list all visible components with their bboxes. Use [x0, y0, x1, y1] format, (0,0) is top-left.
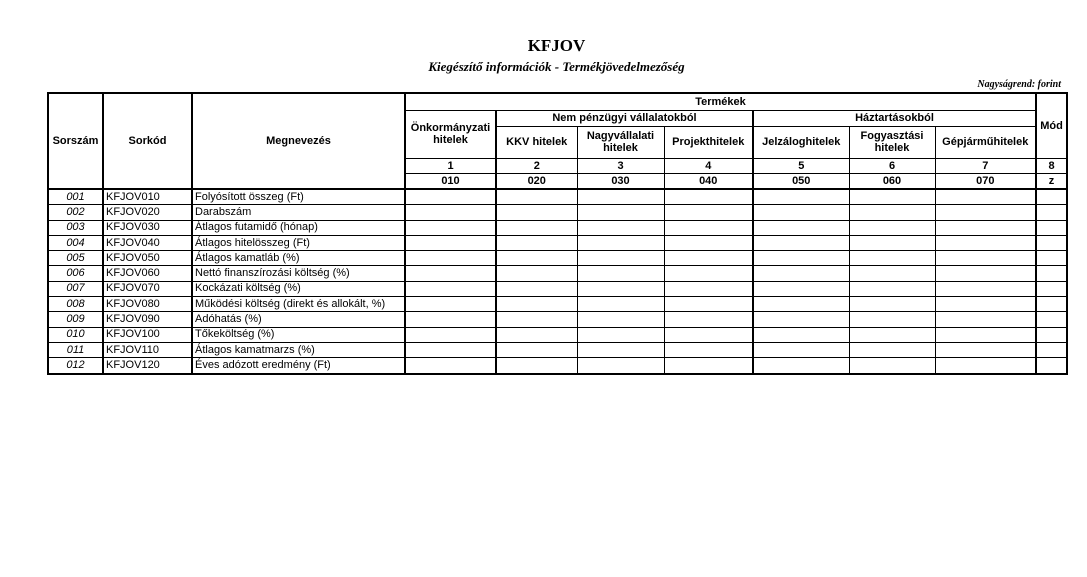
- data-cell[interactable]: [496, 220, 577, 235]
- row-name: Tőkeköltség (%): [192, 327, 405, 342]
- data-cell[interactable]: [496, 327, 577, 342]
- data-cell[interactable]: [664, 327, 753, 342]
- row-name: Nettó finanszírozási költség (%): [192, 266, 405, 281]
- data-cell[interactable]: [577, 251, 664, 266]
- row-name: Darabszám: [192, 205, 405, 220]
- col-header-product-5: Jelzáloghitelek: [753, 126, 849, 158]
- col-number-7: 7: [935, 158, 1036, 173]
- mod-cell[interactable]: [1036, 205, 1067, 220]
- data-cell[interactable]: [753, 327, 849, 342]
- row-number: 008: [48, 297, 103, 312]
- table-row: [48, 205, 1067, 220]
- data-cell[interactable]: [496, 266, 577, 281]
- row-number: 001: [48, 189, 103, 205]
- mod-cell[interactable]: [1036, 342, 1067, 357]
- col-number-3: 3: [577, 158, 664, 173]
- data-cell[interactable]: [664, 220, 753, 235]
- form-title: KFJOV: [527, 36, 586, 55]
- table-row: [48, 251, 1067, 266]
- col-code-2: 020: [496, 173, 577, 189]
- col-header-mod: Mód: [1036, 93, 1067, 158]
- data-cell[interactable]: [753, 189, 849, 205]
- col-code-5: 050: [753, 173, 849, 189]
- col-code-6: 060: [849, 173, 935, 189]
- row-name: Átlagos futamidő (hónap): [192, 220, 405, 235]
- data-cell[interactable]: [849, 312, 935, 327]
- data-cell[interactable]: [496, 251, 577, 266]
- data-cell[interactable]: [577, 235, 664, 250]
- data-cell[interactable]: [577, 189, 664, 205]
- data-cell[interactable]: [664, 205, 753, 220]
- data-cell[interactable]: [935, 251, 1036, 266]
- data-cell[interactable]: [664, 358, 753, 374]
- col-number-5: 5: [753, 158, 849, 173]
- col-code-7: 070: [935, 173, 1036, 189]
- col-header-nem-penzugyi: Nem pénzügyi vállalatokból: [496, 110, 753, 126]
- col-header-product-3: Nagyvállalati hitelek: [577, 126, 664, 158]
- data-cell[interactable]: [753, 281, 849, 296]
- data-cell[interactable]: [577, 220, 664, 235]
- data-cell[interactable]: [935, 312, 1036, 327]
- data-cell[interactable]: [935, 235, 1036, 250]
- data-cell[interactable]: [664, 281, 753, 296]
- table-row: [48, 189, 1067, 205]
- mod-cell[interactable]: [1036, 327, 1067, 342]
- col-number-2: 2: [496, 158, 577, 173]
- data-cell[interactable]: [849, 251, 935, 266]
- data-cell[interactable]: [849, 297, 935, 312]
- col-header-product-6: Fogyasztási hitelek: [849, 126, 935, 158]
- data-cell[interactable]: [849, 220, 935, 235]
- row-name: Működési költség (direkt és allokált, %): [192, 297, 405, 312]
- data-cell[interactable]: [753, 220, 849, 235]
- data-cell[interactable]: [753, 251, 849, 266]
- unit-note: Nagyságrend: forint: [977, 79, 1061, 90]
- row-code: KFJOV110: [103, 342, 192, 357]
- col-header-termekek: Termékek: [405, 93, 1036, 110]
- data-cell[interactable]: [935, 281, 1036, 296]
- data-cell[interactable]: [577, 358, 664, 374]
- data-cell[interactable]: [405, 297, 496, 312]
- data-cell[interactable]: [935, 297, 1036, 312]
- col-number-mod: 8: [1036, 158, 1067, 173]
- mod-cell[interactable]: [1036, 281, 1067, 296]
- data-cell[interactable]: [405, 281, 496, 296]
- col-header-megnevezes: Megnevezés: [192, 93, 405, 189]
- data-cell[interactable]: [935, 358, 1036, 374]
- col-header-product-1: Önkormányzati hitelek: [405, 110, 496, 158]
- data-cell[interactable]: [405, 342, 496, 357]
- table-row: [48, 297, 1067, 312]
- mod-cell[interactable]: [1036, 312, 1067, 327]
- data-cell[interactable]: [405, 358, 496, 374]
- table-row: [48, 342, 1067, 357]
- row-number: 002: [48, 205, 103, 220]
- row-code: KFJOV080: [103, 297, 192, 312]
- data-cell[interactable]: [849, 358, 935, 374]
- row-number: 012: [48, 358, 103, 374]
- data-cell[interactable]: [935, 205, 1036, 220]
- table-row: [48, 327, 1067, 342]
- data-table: [47, 92, 1068, 375]
- data-cell[interactable]: [849, 266, 935, 281]
- data-cell[interactable]: [496, 312, 577, 327]
- data-cell[interactable]: [405, 235, 496, 250]
- mod-cell[interactable]: [1036, 358, 1067, 374]
- col-header-product-2: KKV hitelek: [496, 126, 577, 158]
- data-cell[interactable]: [405, 327, 496, 342]
- row-code: KFJOV020: [103, 205, 192, 220]
- col-header-product-7: Gépjárműhitelek: [935, 126, 1036, 158]
- data-cell[interactable]: [577, 297, 664, 312]
- data-cell[interactable]: [849, 327, 935, 342]
- row-code: KFJOV070: [103, 281, 192, 296]
- data-cell[interactable]: [496, 358, 577, 374]
- data-cell[interactable]: [664, 235, 753, 250]
- data-cell[interactable]: [849, 342, 935, 357]
- data-cell[interactable]: [753, 297, 849, 312]
- col-number-1: 1: [405, 158, 496, 173]
- data-cell[interactable]: [935, 220, 1036, 235]
- row-name: Kockázati költség (%): [192, 281, 405, 296]
- data-cell[interactable]: [664, 251, 753, 266]
- mod-cell[interactable]: [1036, 266, 1067, 281]
- col-code-4: 040: [664, 173, 753, 189]
- mod-cell[interactable]: [1036, 220, 1067, 235]
- data-cell[interactable]: [496, 281, 577, 296]
- data-cell[interactable]: [577, 327, 664, 342]
- table-row: [48, 281, 1067, 296]
- data-cell[interactable]: [496, 205, 577, 220]
- data-cell[interactable]: [664, 312, 753, 327]
- table-row: [48, 266, 1067, 281]
- data-cell[interactable]: [577, 266, 664, 281]
- data-cell[interactable]: [496, 189, 577, 205]
- data-cell[interactable]: [753, 312, 849, 327]
- row-name: Átlagos kamatmarzs (%): [192, 342, 405, 357]
- row-code: KFJOV040: [103, 235, 192, 250]
- data-cell[interactable]: [664, 266, 753, 281]
- row-code: KFJOV090: [103, 312, 192, 327]
- data-cell[interactable]: [935, 266, 1036, 281]
- data-cell[interactable]: [496, 297, 577, 312]
- data-cell[interactable]: [753, 235, 849, 250]
- row-number: 011: [48, 342, 103, 357]
- data-cell[interactable]: [753, 358, 849, 374]
- row-number: 010: [48, 327, 103, 342]
- data-cell[interactable]: [405, 205, 496, 220]
- data-cell[interactable]: [849, 235, 935, 250]
- col-code-mod: z: [1036, 173, 1067, 189]
- row-number: 004: [48, 235, 103, 250]
- row-number: 009: [48, 312, 103, 327]
- col-header-sorszam: Sorszám: [48, 93, 103, 189]
- col-header-haztartasok: Háztartásokból: [753, 110, 1036, 126]
- mod-cell[interactable]: [1036, 251, 1067, 266]
- row-number: 003: [48, 220, 103, 235]
- row-code: KFJOV100: [103, 327, 192, 342]
- data-cell[interactable]: [577, 281, 664, 296]
- col-number-4: 4: [664, 158, 753, 173]
- data-cell[interactable]: [935, 342, 1036, 357]
- data-cell[interactable]: [935, 327, 1036, 342]
- mod-cell[interactable]: [1036, 235, 1067, 250]
- row-name: Folyósított összeg (Ft): [192, 189, 405, 205]
- col-code-3: 030: [577, 173, 664, 189]
- data-cell[interactable]: [664, 297, 753, 312]
- table-row: [48, 235, 1067, 250]
- row-number: 006: [48, 266, 103, 281]
- data-cell[interactable]: [577, 205, 664, 220]
- data-cell[interactable]: [405, 266, 496, 281]
- data-cell[interactable]: [496, 235, 577, 250]
- data-cell[interactable]: [664, 342, 753, 357]
- data-cell[interactable]: [753, 342, 849, 357]
- data-cell[interactable]: [405, 312, 496, 327]
- row-name: Adóhatás (%): [192, 312, 405, 327]
- col-number-6: 6: [849, 158, 935, 173]
- data-cell[interactable]: [577, 312, 664, 327]
- row-name: Átlagos hitelösszeg (Ft): [192, 235, 405, 250]
- data-cell[interactable]: [753, 266, 849, 281]
- row-code: KFJOV030: [103, 220, 192, 235]
- data-cell[interactable]: [849, 205, 935, 220]
- table-row: [48, 358, 1067, 374]
- row-name: Átlagos kamatláb (%): [192, 251, 405, 266]
- col-header-sorkod: Sorkód: [103, 93, 192, 189]
- data-cell[interactable]: [405, 189, 496, 205]
- row-code: KFJOV010: [103, 189, 192, 205]
- row-number: 007: [48, 281, 103, 296]
- table-row: [48, 220, 1067, 235]
- data-cell[interactable]: [496, 342, 577, 357]
- data-cell[interactable]: [935, 189, 1036, 205]
- table-row: [48, 312, 1067, 327]
- col-header-product-4: Projekthitelek: [664, 126, 753, 158]
- row-code: KFJOV060: [103, 266, 192, 281]
- data-cell[interactable]: [753, 205, 849, 220]
- mod-cell[interactable]: [1036, 297, 1067, 312]
- form-subtitle: Kiegészítő információk - Termékjövedelmezőség: [428, 59, 685, 74]
- mod-cell[interactable]: [1036, 189, 1067, 205]
- row-number: 005: [48, 251, 103, 266]
- data-cell[interactable]: [664, 189, 753, 205]
- data-cell[interactable]: [849, 189, 935, 205]
- data-cell[interactable]: [405, 220, 496, 235]
- data-cell[interactable]: [849, 281, 935, 296]
- row-name: Éves adózott eredmény (Ft): [192, 358, 405, 374]
- row-code: KFJOV120: [103, 358, 192, 374]
- data-cell[interactable]: [577, 342, 664, 357]
- row-code: KFJOV050: [103, 251, 192, 266]
- col-code-1: 010: [405, 173, 496, 189]
- data-cell[interactable]: [405, 251, 496, 266]
